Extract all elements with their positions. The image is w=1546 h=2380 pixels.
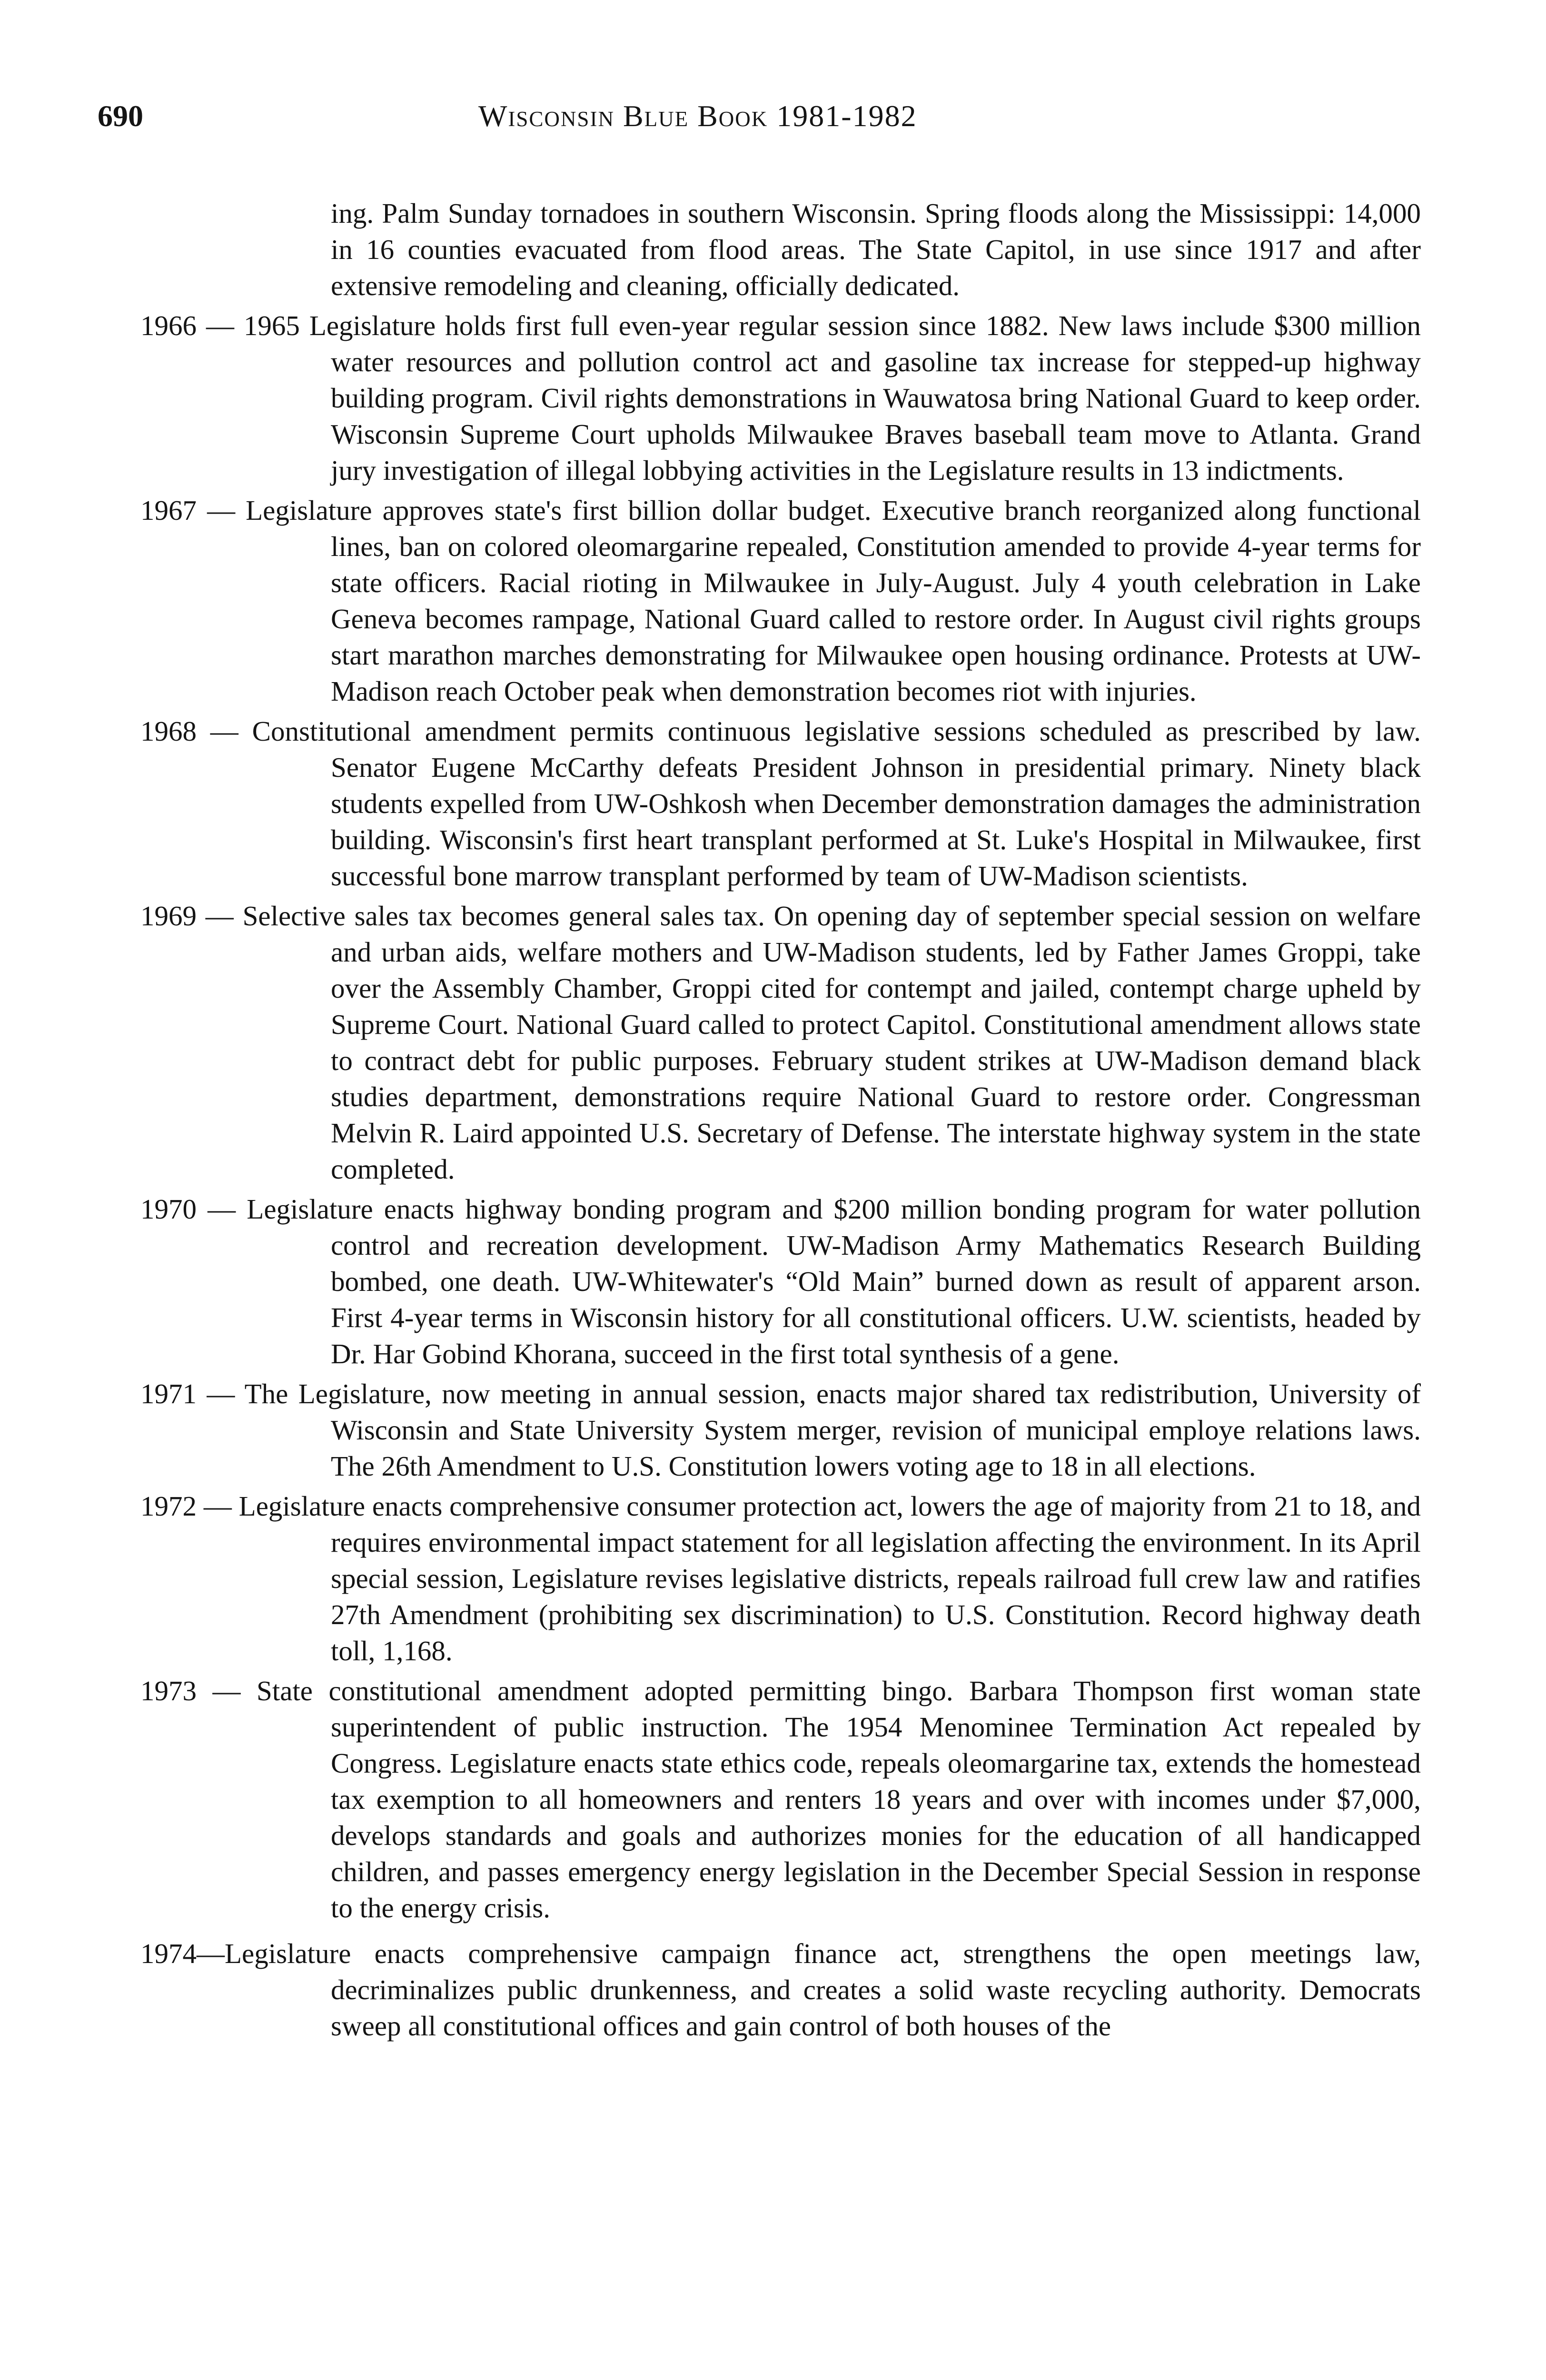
entry-separator: — — [197, 495, 246, 526]
running-title: Wisconsin Blue Book 1981-1982 — [478, 99, 917, 133]
entry-separator: — — [197, 1675, 257, 1706]
entry-text: 1965 Legislature holds first full even-year regular session since 1882. New laws include $300 million water resources and pollution control act and gasoline tax increase for stepped-up highway building program. Civil rights demonstrations in Wauwatosa bring National Guard to keep order. Wisconsin Supreme Court upholds Milwaukee Braves baseball team move to Atlanta. Grand jury investigation of illegal lobbying activities in the Legislature results in 13 indictments. — [243, 310, 1421, 486]
chronology-entry-1972 — [140, 1488, 1421, 1669]
chronology-text — [140, 195, 1421, 2048]
page-header — [98, 101, 1411, 149]
page-number: 690 — [98, 99, 143, 133]
entry-text: State constitutional amendment adopted permitting bingo. Barbara Thompson first woman state superintendent of public instruction. The 1954 Menominee Termination Act repealed by Congress. Legislature enacts state ethics code, repeals oleomargarine tax, extends the homestead tax exemption to all homeowners and renters 18 years and over with incomes under $7,000, develops standards and goals and authorizes monies for the education of all handicapped children, and passes emergency energy legislation in the December Special Session in response to the energy crisis. — [257, 1675, 1421, 1924]
entry-text: The Legislature, now meeting in annual session, enacts major shared tax redistribution, University of Wisconsin and State University System merger, revision of municipal employe relations laws. The 26th Amendment to U.S. Constitution lowers voting age to 18 in all elections. — [244, 1378, 1421, 1482]
entry-separator: — — [197, 1193, 247, 1225]
entry-year: 1968 — [140, 715, 197, 747]
entry-year: 1967 — [140, 495, 197, 526]
chronology-entry-1967 — [140, 492, 1421, 709]
entry-text: Legislature approves state's first billion dollar budget. Executive branch reorganized along functional lines, ban on colored oleomargarine repealed, Constitution amended to provide 4-year terms for state officers. Racial rioting in Milwaukee in July-August. July 4 youth celebration in Lake Geneva becomes rampage, National Guard called to restore order. In August civil rights groups start marathon marches demonstrating for Milwaukee open housing ordinance. Protests at UW-Madison reach October peak when demonstration becomes riot with injuries. — [246, 495, 1421, 707]
entry-year: 1973 — [140, 1675, 197, 1706]
chronology-entry-1974 — [140, 1935, 1421, 2044]
chronology-entry-1966 — [140, 307, 1421, 488]
entry-year: 1972 — [140, 1490, 197, 1522]
entry-separator: — — [197, 900, 243, 932]
chronology-entry-1970 — [140, 1191, 1421, 1372]
chronology-entry-1969 — [140, 898, 1421, 1187]
entry-separator: — — [197, 715, 252, 747]
entry-text: Legislature enacts comprehensive consumer protection act, lowers the age of majority from 21 to 18, and requires environmental impact statement for all legislation affecting the environment. In its April special session, Legislature revises legislative districts, repeals railroad full crew law and ratifies 27th Amendment (prohibiting sex discrimination) to U.S. Constitution. Record highway death toll, 1,168. — [238, 1490, 1421, 1666]
entry-text: Selective sales tax becomes general sales tax. On opening day of september special session on welfare and urban aids, welfare mothers and UW-Madison students, led by Father James Groppi, take over the Assembly Chamber, Groppi cited for contempt and jailed, contempt charge upheld by Supreme Court. National Guard called to protect Capitol. Constitutional amendment allows state to contract debt for public purposes. February student strikes at UW-Madison demand black studies department, demonstrations require National Guard to restore order. Congressman Melvin R. Laird appointed U.S. Secretary of Defense. The interstate highway system in the state completed. — [242, 900, 1421, 1185]
entry-separator: — — [197, 310, 244, 341]
continued-entry: ing. Palm Sunday tornadoes in southern Wisconsin. Spring floods along the Mississippi: 14,000 in 16 counties evacuated from flood areas. The State Capitol, in use since 1917 and after extensive remodeling and cleaning, officially dedicated. — [331, 198, 1421, 301]
entry-year: 1974 — [140, 1938, 197, 1969]
chronology-entry-1968 — [140, 713, 1421, 894]
entry-year: 1971 — [140, 1378, 197, 1409]
entry-year: 1969 — [140, 900, 197, 932]
entry-separator: — — [197, 1938, 225, 1969]
chronology-entry-1971 — [140, 1376, 1421, 1484]
entry-year: 1970 — [140, 1193, 197, 1225]
chronology-entry-1973 — [140, 1673, 1421, 1926]
entry-text: Constitutional amendment permits continuous legislative sessions scheduled as prescribed by law. Senator Eugene McCarthy defeats President Johnson in presidential primary. Ninety black students expelled from UW-Oshkosh when December demonstration damages the administration building. Wisconsin's first heart transplant performed at St. Luke's Hospital in Milwaukee, first successful bone marrow transplant performed by team of UW-Madison scientists. — [252, 715, 1421, 892]
entry-separator: — — [197, 1378, 245, 1409]
entry-separator: — — [197, 1490, 239, 1522]
entry-text: Legislature enacts comprehensive campaign finance act, strengthens the open meetings law, decriminalizes public drunkenness, and creates a solid waste recycling authority. Democrats sweep all constitutional offices and gain control of both houses of the — [225, 1938, 1421, 2042]
entry-text: Legislature enacts highway bonding program and $200 million bonding program for water pollution control and recreation development. UW-Madison Army Mathematics Research Building bombed, one death. UW-Whitewater's “Old Main” burned down as result of apparent arson. First 4-year terms in Wisconsin history for all constitutional officers. U.W. scientists, headed by Dr. Har Gobind Khorana, succeed in the first total synthesis of a gene. — [247, 1193, 1421, 1369]
entry-year: 1966 — [140, 310, 197, 341]
